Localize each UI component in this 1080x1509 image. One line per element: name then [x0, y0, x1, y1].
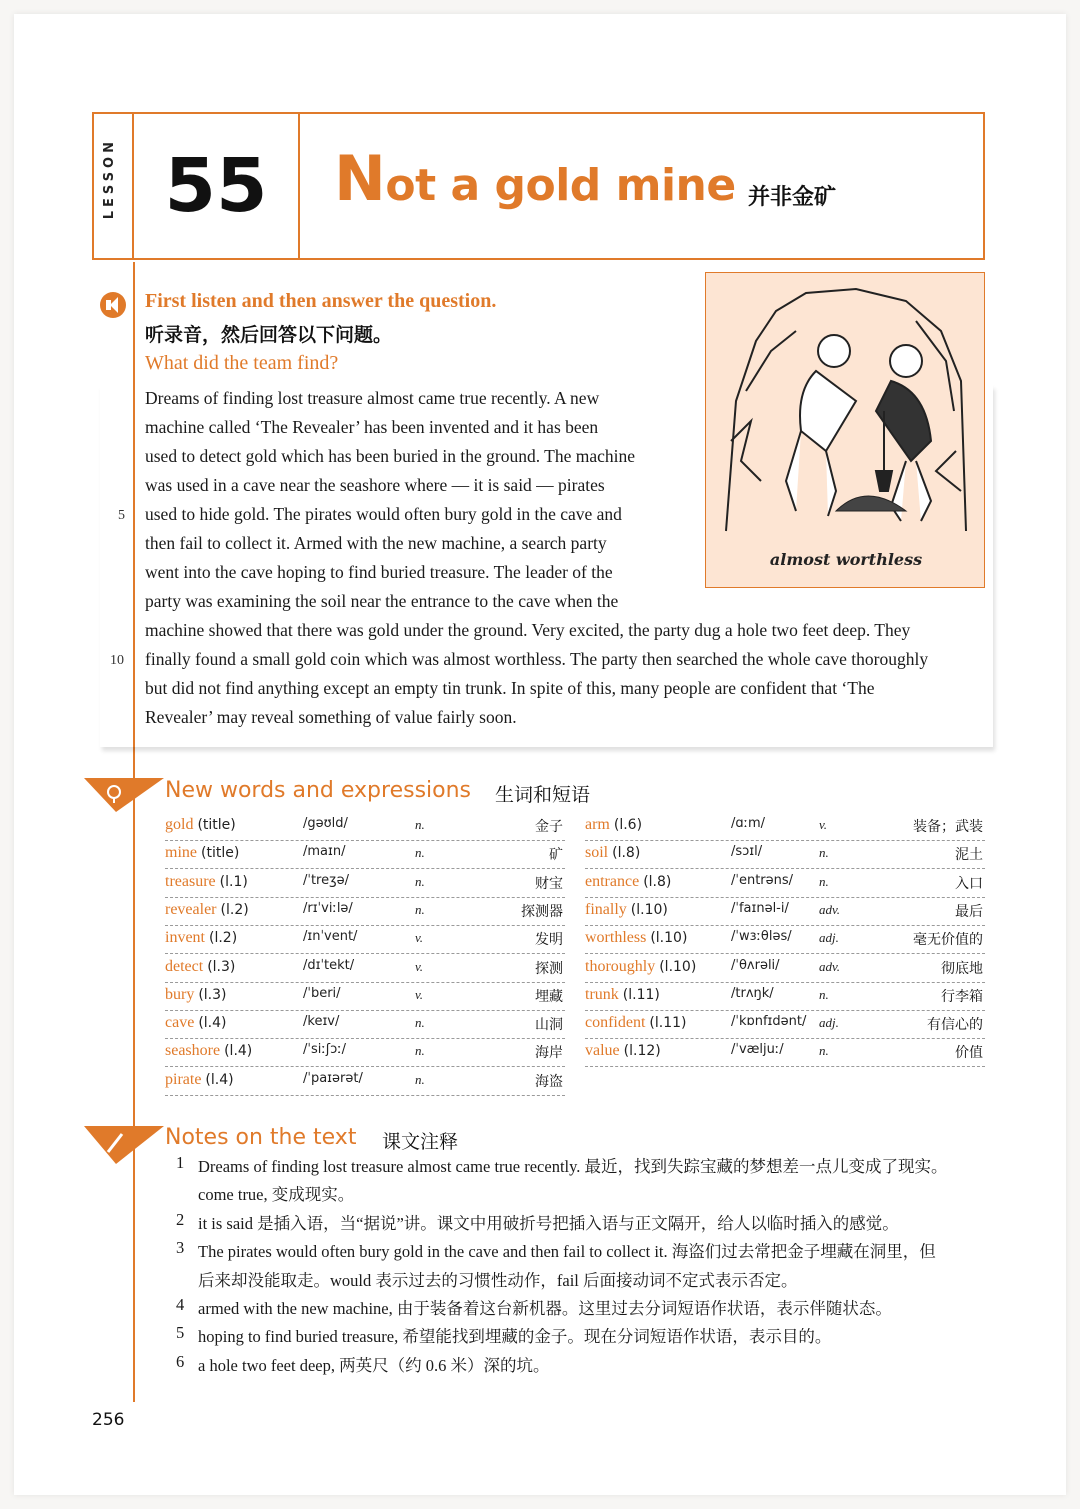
vocab-row: [165, 840, 565, 869]
notes-title-cn: 课文注释: [382, 1131, 459, 1153]
note-line: [176, 1153, 948, 1177]
note-number: 4: [176, 1295, 185, 1314]
passage-line: but did not find anything except an empty tin trunk. In spite of this, many people are confident that ‘The: [145, 678, 875, 698]
vocab-pos: n.: [415, 901, 425, 917]
vocab-pos: n.: [415, 817, 425, 832]
note-line: [176, 1238, 936, 1262]
vocab-row: [165, 1067, 565, 1096]
passage-line: used to hide gold. The pirates would often bury gold in the cave and: [145, 504, 622, 524]
vocab-row: [585, 1038, 985, 1067]
vocab-phonetic: /ˈθʌrəli/: [731, 957, 780, 973]
vocab-pos: n.: [415, 1015, 425, 1031]
vocab-phonetic: /ˈkɒnfɪdənt/: [731, 1014, 807, 1030]
lesson-number: 55: [134, 114, 300, 258]
vocab-row: [585, 869, 985, 898]
note-text: 后来却没能取走。would 表示过去的习惯性动作，fail 后面接动词不定式表示否定。: [198, 1270, 798, 1290]
passage-line: finally found a small gold coin which was almost worthless. The party then searched the whole cave thoroughly: [145, 649, 929, 669]
vocab-meaning: 有信心的: [927, 1017, 983, 1034]
vocab-meaning: 行李箱: [941, 988, 983, 1005]
vocab-row: [585, 840, 985, 869]
vocab-row: [165, 1038, 565, 1067]
vocab-ref: (l.10): [650, 930, 688, 947]
vocab-ref: (l.10): [659, 958, 697, 975]
vocab-word: pirate (l.4): [165, 1070, 234, 1088]
vocab-row: [165, 954, 565, 983]
vocab-phonetic: /ˈentrəns/: [731, 872, 794, 888]
vocab-phonetic: /ˈvæljuː/: [731, 1042, 784, 1058]
vocab-row: [165, 1010, 565, 1039]
vocab-phonetic: /dɪˈtekt/: [303, 957, 355, 973]
vocab-pos: v.: [415, 986, 424, 1002]
vocab-ref: (l.6): [613, 817, 643, 833]
instruction-en: First listen and then answer the question.: [145, 290, 497, 312]
note-text: The pirates would often bury gold in the cave and then fail to collect it. 海盗们过去常把金子埋藏在洞里，但: [198, 1242, 936, 1262]
page-number: 256: [92, 1410, 125, 1430]
vocab-title-cn: 生词和短语: [495, 784, 591, 806]
vocab-phonetic: /ˈpaɪərət/: [303, 1070, 363, 1086]
note-line: [198, 1181, 354, 1205]
vocab-pos: n.: [819, 1043, 829, 1059]
passage-line: went into the cave hoping to find buried treasure. The leader of the: [145, 562, 613, 582]
vocab-meaning: 泥土: [955, 847, 983, 864]
vocab-row: [585, 954, 985, 983]
notes-title: Notes on the text: [165, 1125, 357, 1150]
vocab-ref: (l.8): [643, 873, 672, 890]
vocab-meaning: 海岸: [535, 1045, 563, 1062]
lesson-title-cap: N: [334, 142, 386, 215]
vocab-meaning: 装备；武装: [913, 819, 983, 835]
instruction-cn: 听录音，然后回答以下问题。: [145, 324, 393, 346]
vocab-word: mine (title): [165, 844, 240, 862]
vocab-phonetic: /ˈwɜːθləs/: [731, 929, 792, 945]
vocab-ref: (title): [197, 817, 236, 833]
vocab-title: New words and expressions: [165, 778, 472, 803]
vocab-phonetic: /keɪv/: [303, 1014, 340, 1030]
vocab-ref: (l.4): [198, 1015, 227, 1032]
note-text: it is said 是插入语，当“据说”讲。课文中用破折号把插入语与正文隔开，给人以临时插入的感觉。: [198, 1213, 899, 1233]
note-text: hoping to find buried treasure, 希望能找到埋藏的金子。现在分词短语作状语，表示目的。: [198, 1327, 832, 1347]
note-number: 3: [176, 1238, 185, 1258]
vocab-ref: (l.2): [209, 930, 238, 947]
vocab-pos: n.: [819, 873, 829, 889]
vocab-pos: adv.: [819, 958, 841, 974]
vocab-phonetic: /rɪˈviːlə/: [303, 900, 353, 916]
vocab-row: [585, 925, 985, 954]
question: What did the team find?: [145, 352, 339, 374]
vocab-meaning: 价值: [955, 1045, 983, 1062]
passage-line: machine called ‘The Revealer’ has been invented and it has been: [145, 417, 599, 437]
vocab-pos: adj.: [819, 1015, 839, 1031]
vocab-phonetic: /ˈberi/: [303, 985, 341, 1001]
vocab-phonetic: /ˈfaɪnəl-i/: [731, 900, 789, 916]
vocab-word: value (l.12): [585, 1042, 661, 1060]
lesson-title: [334, 142, 736, 215]
vocab-ref: (l.1): [219, 873, 248, 890]
vocab-meaning: 海盗: [535, 1073, 563, 1090]
vocab-pos: n.: [415, 1043, 425, 1059]
vocab-meaning: 金子: [535, 819, 563, 835]
vocab-ref: (l.11): [622, 986, 660, 1003]
vocab-pos: v.: [819, 817, 828, 832]
passage-line: Revealer’ may reveal something of value fairly soon.: [145, 707, 517, 727]
vocab-meaning: 毫无价值的: [913, 932, 983, 949]
vocab-word: worthless (l.10): [585, 929, 688, 947]
note-line: [176, 1295, 892, 1319]
vocab-row: [165, 869, 565, 898]
vocab-phonetic: /ɪnˈvent/: [303, 929, 358, 945]
vocab-ref: (l.3): [207, 958, 236, 975]
vocab-ref: (l.10): [630, 901, 668, 918]
passage-line: Dreams of finding lost treasure almost came true recently. A new: [145, 388, 600, 408]
note-line: [198, 1267, 798, 1291]
vocab-phonetic: /sɔɪl/: [731, 844, 763, 860]
vocab-phonetic: /ˈsiːʃɔː/: [303, 1042, 346, 1058]
vocab-row: [585, 897, 985, 926]
vocab-phonetic: /ɑːm/: [731, 816, 766, 831]
vocab-ref: (l.4): [224, 1043, 253, 1060]
vocab-ref: (l.4): [205, 1071, 234, 1088]
vocab-row: [165, 812, 565, 841]
vocab-word: treasure (l.1): [165, 872, 248, 890]
note-number: 5: [176, 1323, 185, 1343]
note-text: Dreams of finding lost treasure almost came true recently. 最近，找到失踪宝藏的梦想差一点儿变成了现实。: [198, 1157, 948, 1176]
vocab-row: [165, 982, 565, 1011]
note-text: a hole two feet deep, 两英尺（约 0.6 米）深的坑。: [198, 1355, 550, 1375]
vocab-pos: adv.: [819, 901, 841, 917]
pen-icon: [84, 1122, 164, 1166]
vocab-word: entrance (l.8): [585, 872, 672, 890]
vocab-word: bury (l.3): [165, 985, 227, 1003]
vocab-word: soil (l.8): [585, 844, 641, 862]
note-line: [176, 1323, 832, 1347]
note-number: 6: [176, 1351, 185, 1371]
vocab-pos: adj.: [819, 930, 839, 946]
vocab-meaning: 发明: [535, 932, 563, 949]
vocab-word: thoroughly (l.10): [585, 957, 697, 975]
vocab-meaning: 入口: [955, 875, 983, 892]
vocab-meaning: 财宝: [535, 875, 563, 892]
vocab-meaning: 探测: [535, 960, 563, 977]
note-number: 2: [176, 1209, 185, 1229]
vocab-pos: n.: [819, 845, 829, 861]
vocab-word: seashore (l.4): [165, 1042, 253, 1060]
passage-line: was used in a cave near the seashore where — it is said — pirates: [145, 475, 605, 495]
line-number: 5: [118, 508, 125, 523]
vocab-word: confident (l.11): [585, 1014, 687, 1032]
vocab-word: arm (l.6): [585, 816, 643, 833]
lesson-header: [92, 112, 985, 260]
vocab-word: finally (l.10): [585, 900, 668, 918]
vocab-word: gold (title): [165, 816, 236, 833]
vocab-row: [585, 982, 985, 1011]
note-line: [176, 1351, 550, 1376]
illustration-caption: almost worthless: [769, 550, 923, 569]
vocab-ref: (l.8): [612, 845, 641, 862]
passage-line: then fail to collect it. Armed with the new machine, a search party: [145, 533, 607, 553]
vocab-meaning: 埋藏: [535, 988, 563, 1005]
vocab-ref: (l.3): [198, 986, 227, 1003]
vocab-phonetic: /maɪn/: [303, 844, 346, 860]
vocab-pos: v.: [415, 930, 424, 946]
vocab-pos: n.: [415, 873, 425, 889]
vocab-ref: (l.12): [623, 1043, 661, 1060]
vocab-row: [165, 897, 565, 926]
passage-line: machine showed that there was gold under the ground. Very excited, the party dug a hole two feet deep. They: [145, 620, 911, 640]
note-text: come true, 变成现实。: [198, 1185, 355, 1205]
vocab-phonetic: /ˈtreʒə/: [303, 872, 349, 888]
lesson-title-rest: ot a gold mine: [385, 160, 736, 211]
note-line: [176, 1209, 899, 1234]
lesson-tab: [94, 114, 134, 258]
vocab-meaning: 彻底地: [941, 960, 983, 977]
vocab-row: [165, 925, 565, 954]
vocab-meaning: 矿: [549, 847, 563, 864]
vocab-meaning: 山洞: [535, 1017, 563, 1034]
vocab-meaning: 最后: [955, 903, 983, 920]
bulb-icon: [84, 774, 164, 814]
passage-line: used to detect gold which has been buried in the ground. The machine: [145, 446, 636, 466]
vocab-word: trunk (l.11): [585, 985, 660, 1003]
vocab-pos: n.: [415, 1071, 425, 1087]
cave-drawing: [716, 281, 976, 541]
line-number: 10: [110, 653, 124, 668]
vocab-row: [585, 1010, 985, 1039]
vocab-pos: v.: [415, 958, 424, 974]
vocab-ref: (l.11): [649, 1015, 687, 1032]
vocab-meaning: 探测器: [521, 903, 563, 920]
note-text: armed with the new machine, 由于装备着这台新机器。这里过去分词短语作状语，表示伴随状态。: [198, 1299, 892, 1318]
vocab-ref: (title): [201, 845, 240, 862]
vocab-phonetic: /trʌŋk/: [731, 985, 774, 1001]
vocab-pos: n.: [819, 986, 829, 1002]
vocab-word: detect (l.3): [165, 957, 236, 975]
speaker-icon[interactable]: [100, 292, 126, 318]
lesson-label: LESSON: [102, 138, 117, 220]
vocab-pos: n.: [415, 845, 425, 861]
lesson-title-cn: 并非金矿: [748, 185, 837, 210]
vocab-ref: (l.2): [220, 901, 249, 918]
illustration: [705, 272, 985, 588]
vocab-word: cave (l.4): [165, 1014, 227, 1032]
vocab-word: invent (l.2): [165, 929, 238, 947]
vocab-word: revealer (l.2): [165, 900, 249, 918]
vocab-phonetic: /gəʊld/: [303, 816, 348, 831]
passage-line: party was examining the soil near the entrance to the cave when the: [145, 591, 619, 611]
vocab-row: [585, 812, 985, 841]
note-number: 1: [176, 1153, 185, 1172]
